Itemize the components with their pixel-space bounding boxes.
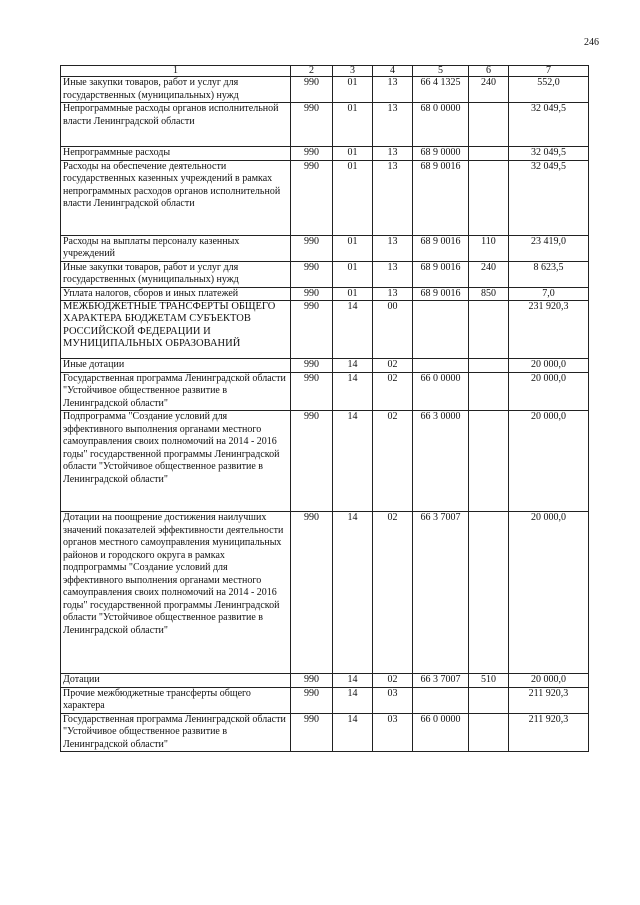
cell-amount: 20 000,0 (509, 512, 589, 674)
cell-amount: 211 920,3 (509, 687, 589, 713)
cell-expense-type (469, 713, 509, 752)
cell-name: Непрограммные расходы органов исполнительной власти Ленинградской области (61, 103, 291, 147)
cell-name: Прочие межбюджетные трансферты общего характера (61, 687, 291, 713)
header-col-7: 7 (509, 66, 589, 77)
cell-code: 990 (291, 411, 333, 512)
cell-amount: 20 000,0 (509, 359, 589, 373)
cell-name: Иные дотации (61, 359, 291, 373)
cell-amount: 7,0 (509, 287, 589, 301)
cell-subsection: 13 (373, 235, 413, 261)
cell-target-article (413, 359, 469, 373)
cell-target-article: 68 9 0016 (413, 160, 469, 235)
cell-expense-type (469, 147, 509, 161)
cell-target-article (413, 301, 469, 359)
cell-code: 990 (291, 235, 333, 261)
cell-section: 14 (333, 512, 373, 674)
cell-expense-type: 240 (469, 77, 509, 103)
cell-name: Непрограммные расходы (61, 147, 291, 161)
cell-expense-type: 510 (469, 674, 509, 688)
cell-subsection: 02 (373, 512, 413, 674)
cell-subsection: 13 (373, 261, 413, 287)
cell-code: 990 (291, 372, 333, 411)
table-row (61, 674, 589, 688)
cell-target-article: 68 9 0016 (413, 287, 469, 301)
cell-expense-type: 110 (469, 235, 509, 261)
cell-expense-type (469, 512, 509, 674)
cell-expense-type (469, 160, 509, 235)
table-header-row (61, 66, 589, 77)
cell-amount: 20 000,0 (509, 411, 589, 512)
cell-code: 990 (291, 103, 333, 147)
header-col-1: 1 (61, 66, 291, 77)
cell-name: Дотации на поощрение достижения наилучших значений показателей эффективности деятельности органов местного самоуправления муниципальных районов и городского округа в рамках подпрограммы "Создание условий для эффективного выполнения органами местного самоуправления своих полномочий на 2014 - 2016 годы" государственной программы Ленинградской области "Устойчивое общественное развитие в Ленинградской области" (61, 512, 291, 674)
cell-name: Расходы на обеспечение деятельности государственных казенных учреждений в рамках непрограммных расходов органов исполнительной власти Ленинградской области (61, 160, 291, 235)
cell-section: 01 (333, 235, 373, 261)
cell-name: Иные закупки товаров, работ и услуг для государственных (муниципальных) нужд (61, 261, 291, 287)
cell-name: Подпрограмма "Создание условий для эффективного выполнения органами местного самоуправления своих полномочий на 2014 - 2016 годы" государственной программы Ленинградской области "Устойчивое общественное развитие в Ленинградской области" (61, 411, 291, 512)
budget-table (60, 65, 589, 752)
cell-name: Расходы на выплаты персоналу казенных учреждений (61, 235, 291, 261)
cell-section: 01 (333, 261, 373, 287)
cell-amount: 552,0 (509, 77, 589, 103)
cell-target-article: 66 0 0000 (413, 372, 469, 411)
cell-target-article: 68 9 0000 (413, 147, 469, 161)
cell-section: 14 (333, 674, 373, 688)
table-row (61, 77, 589, 103)
cell-section: 14 (333, 411, 373, 512)
cell-target-article: 68 0 0000 (413, 103, 469, 147)
table-row (61, 261, 589, 287)
cell-target-article (413, 687, 469, 713)
cell-subsection: 13 (373, 147, 413, 161)
cell-code: 990 (291, 160, 333, 235)
cell-expense-type (469, 301, 509, 359)
cell-expense-type: 240 (469, 261, 509, 287)
cell-code: 990 (291, 261, 333, 287)
cell-section: 01 (333, 103, 373, 147)
cell-subsection: 02 (373, 411, 413, 512)
cell-section: 14 (333, 713, 373, 752)
table-body (61, 66, 589, 752)
cell-expense-type (469, 411, 509, 512)
header-col-3: 3 (333, 66, 373, 77)
cell-name: Дотации (61, 674, 291, 688)
table-row (61, 687, 589, 713)
table-row (61, 713, 589, 752)
cell-code: 990 (291, 147, 333, 161)
cell-name: Уплата налогов, сборов и иных платежей (61, 287, 291, 301)
table-row (61, 512, 589, 674)
cell-section: 01 (333, 147, 373, 161)
cell-target-article: 66 0 0000 (413, 713, 469, 752)
table-row (61, 235, 589, 261)
cell-expense-type (469, 687, 509, 713)
cell-expense-type (469, 359, 509, 373)
cell-amount: 211 920,3 (509, 713, 589, 752)
cell-code: 990 (291, 301, 333, 359)
cell-section: 14 (333, 359, 373, 373)
cell-section: 14 (333, 301, 373, 359)
cell-target-article: 66 4 1325 (413, 77, 469, 103)
cell-name: Государственная программа Ленинградской области "Устойчивое общественное развитие в Ленинградской области" (61, 713, 291, 752)
cell-code: 990 (291, 287, 333, 301)
cell-code: 990 (291, 674, 333, 688)
table-row (61, 301, 589, 359)
cell-name: Иные закупки товаров, работ и услуг для государственных (муниципальных) нужд (61, 77, 291, 103)
cell-code: 990 (291, 77, 333, 103)
cell-section: 01 (333, 287, 373, 301)
cell-name: МЕЖБЮДЖЕТНЫЕ ТРАНСФЕРТЫ ОБЩЕГО ХАРАКТЕРА БЮДЖЕТАМ СУБЪЕКТОВ РОССИЙСКОЙ ФЕДЕРАЦИИ И МУНИЦИПАЛЬНЫХ ОБРАЗОВАНИЙ (61, 301, 291, 359)
cell-amount: 8 623,5 (509, 261, 589, 287)
cell-subsection: 02 (373, 359, 413, 373)
cell-subsection: 02 (373, 372, 413, 411)
cell-target-article: 66 3 7007 (413, 512, 469, 674)
cell-subsection: 02 (373, 674, 413, 688)
cell-target-article: 68 9 0016 (413, 235, 469, 261)
cell-section: 01 (333, 160, 373, 235)
table-row (61, 411, 589, 512)
header-col-6: 6 (469, 66, 509, 77)
cell-code: 990 (291, 687, 333, 713)
cell-amount: 32 049,5 (509, 160, 589, 235)
cell-subsection: 13 (373, 77, 413, 103)
cell-amount: 32 049,5 (509, 103, 589, 147)
cell-name: Государственная программа Ленинградской области "Устойчивое общественное развитие в Ленинградской области" (61, 372, 291, 411)
cell-section: 14 (333, 372, 373, 411)
header-col-2: 2 (291, 66, 333, 77)
cell-subsection: 03 (373, 713, 413, 752)
cell-expense-type (469, 372, 509, 411)
cell-amount: 231 920,3 (509, 301, 589, 359)
header-col-4: 4 (373, 66, 413, 77)
cell-section: 01 (333, 77, 373, 103)
table-row (61, 103, 589, 147)
cell-target-article: 66 3 0000 (413, 411, 469, 512)
cell-amount: 20 000,0 (509, 372, 589, 411)
cell-amount: 23 419,0 (509, 235, 589, 261)
cell-target-article: 68 9 0016 (413, 261, 469, 287)
cell-subsection: 13 (373, 287, 413, 301)
cell-subsection: 13 (373, 160, 413, 235)
cell-section: 14 (333, 687, 373, 713)
cell-expense-type (469, 103, 509, 147)
cell-subsection: 03 (373, 687, 413, 713)
table-row (61, 160, 589, 235)
table-row (61, 287, 589, 301)
cell-amount: 20 000,0 (509, 674, 589, 688)
page-number: 246 (584, 37, 599, 48)
table-row (61, 147, 589, 161)
cell-subsection: 13 (373, 103, 413, 147)
cell-code: 990 (291, 359, 333, 373)
table-row (61, 359, 589, 373)
cell-expense-type: 850 (469, 287, 509, 301)
cell-code: 990 (291, 512, 333, 674)
cell-amount: 32 049,5 (509, 147, 589, 161)
cell-target-article: 66 3 7007 (413, 674, 469, 688)
cell-subsection: 00 (373, 301, 413, 359)
cell-code: 990 (291, 713, 333, 752)
table-row (61, 372, 589, 411)
header-col-5: 5 (413, 66, 469, 77)
